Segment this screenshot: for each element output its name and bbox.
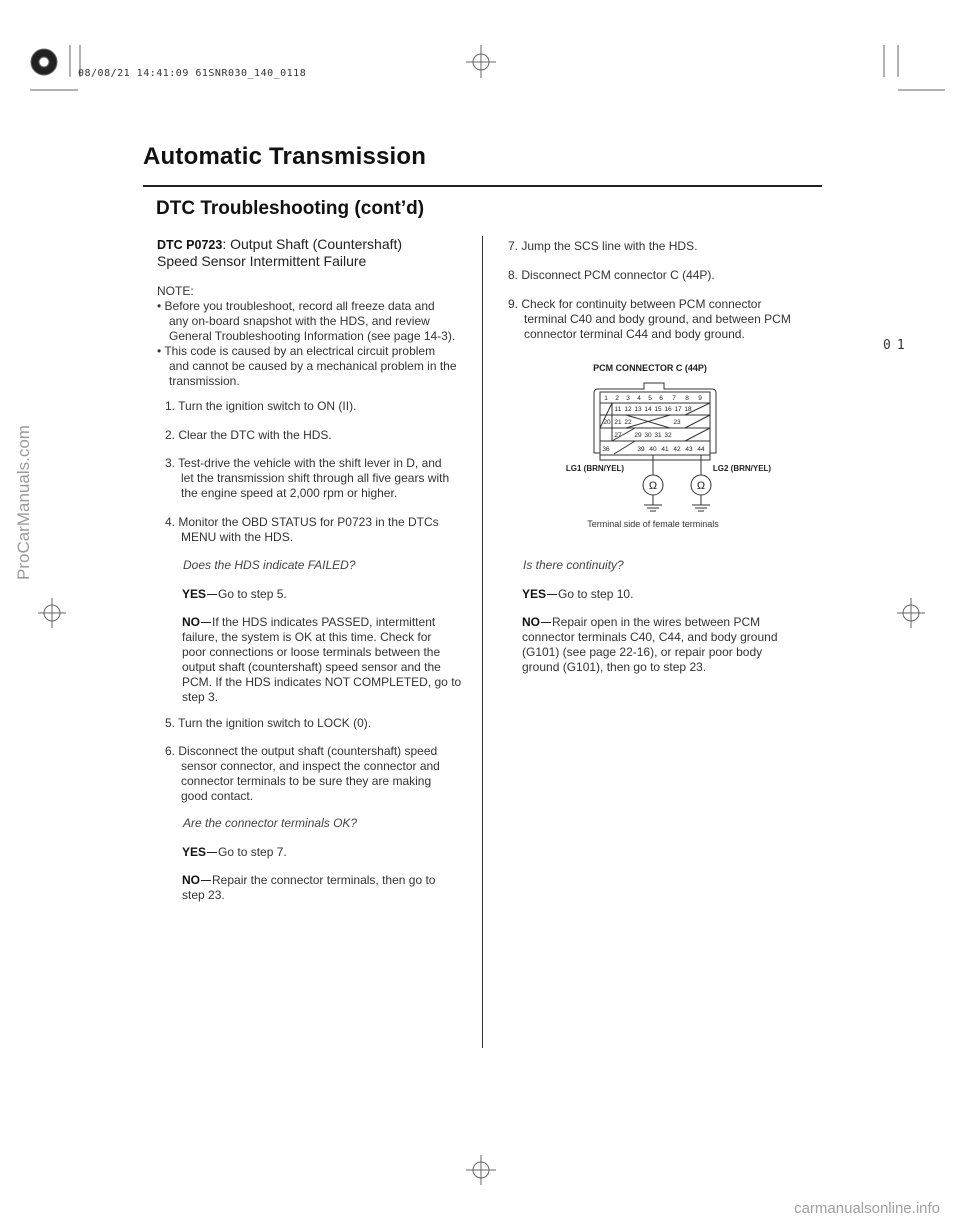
step-5-text: Turn the ignition switch to LOCK (0). [178,716,372,730]
q1-yes [182,587,287,602]
section-title: DTC Troubleshooting (cont’d) [156,198,425,219]
no-line4: ground (G101), then go to step 23. [522,660,707,674]
terminal-16: 16 [664,406,672,413]
no-line4: output shaft (countershaft) speed sensor and the [182,660,441,674]
no-line1: If the HDS indicates PASSED, intermittent [212,615,436,629]
yes-text: Go to step 7. [218,845,287,859]
dtc-heading [157,236,402,269]
no-line3: (G101) (see page 22-16), or repair poor body [522,645,763,659]
no-label: NO [182,873,200,887]
note-2 [157,344,477,389]
terminal-2: 2 [615,395,619,402]
q3-yes [522,587,633,602]
step-6 [165,744,475,804]
terminal-14: 14 [644,406,652,413]
step-5-num: 5. [165,716,176,730]
step-6-num: 6. [165,744,176,758]
step-4 [165,515,475,545]
step-3 [165,456,475,501]
no-line2: step 23. [182,888,225,902]
terminal-32: 32 [664,432,672,439]
step-8 [508,268,715,283]
terminal-41: 41 [661,446,669,453]
no-label: NO [522,615,540,629]
terminal-23: 23 [673,419,681,426]
no-line2: connector terminals C40, C44, and body ground [522,630,778,644]
note-2-line1: • This code is caused by an electrical circuit problem [157,344,436,358]
dtc-desc-line1: : Output Shaft (Countershaft) [222,236,403,252]
step-1-num: 1. [165,399,176,413]
no-label: NO [182,615,200,629]
terminal-40: 40 [649,446,657,453]
question-1: Does the HDS indicate FAILED? [183,558,356,572]
page-title: Automatic Transmission [143,143,427,170]
yes-text: Go to step 10. [558,587,634,601]
step-9-line3: connector terminal C44 and body ground. [524,327,745,341]
no-line3: poor connections or loose terminals between the [182,645,441,659]
note-2-line2: and cannot be caused by a mechanical problem in the [169,359,457,373]
label-lg2: LG2 (BRN/YEL) [712,464,772,473]
no-line5: PCM. If the HDS indicates NOT COMPLETED, go to [182,675,462,689]
dash [201,622,211,623]
terminal-20: 20 [603,419,611,426]
step-7-text: Jump the SCS line with the HDS. [521,239,698,253]
terminal-18: 18 [684,406,692,413]
q3-no [522,615,822,675]
terminal-21: 21 [614,419,622,426]
terminal-42: 42 [673,446,681,453]
step-3-line1: Test-drive the vehicle with the shift lever in D, and [178,456,442,470]
terminal-13: 13 [634,406,642,413]
svg-text:Ω: Ω [648,480,658,492]
dash [207,594,217,595]
no-line6: step 3. [182,690,219,704]
step-4-num: 4. [165,515,176,529]
yes-label: YES [182,845,207,859]
note-2-line3: transmission. [169,374,240,388]
label-lg1: LG1 (BRN/YEL) [565,464,625,473]
diagram-title: PCM CONNECTOR C (44P) [593,363,707,373]
step-8-num: 8. [508,268,519,282]
no-line2: failure, the system is OK at this time. Check for [182,630,432,644]
step-2 [165,428,332,443]
step-6-line4: good contact. [181,789,254,803]
q2-yes [182,845,287,860]
step-4-line1: Monitor the OBD STATUS for P0723 in the DTCs [178,515,439,529]
terminal-1: 1 [604,395,608,402]
q2-no [182,873,477,903]
column-divider [482,236,483,1048]
terminal-29: 29 [634,432,642,439]
step-5 [165,716,371,731]
terminal-12: 12 [624,406,632,413]
step-2-text: Clear the DTC with the HDS. [178,428,332,442]
yes-label: YES [182,587,207,601]
terminal-44: 44 [697,446,705,453]
dtc-desc-line2: Speed Sensor Intermittent Failure [157,253,367,269]
watermark-footer[interactable]: carmanualsonline.info [794,1200,940,1217]
step-1-text: Turn the ignition switch to ON (II). [178,399,357,413]
terminal-numbers [602,395,705,453]
diagram-caption: Terminal side of female terminals [587,519,719,529]
step-8-text: Disconnect PCM connector C (44P). [521,268,715,282]
terminal-39: 39 [637,446,645,453]
step-7 [508,239,697,254]
step-9-num: 9. [508,297,519,311]
note-block [157,284,477,389]
step-1 [165,399,356,414]
terminal-3: 3 [626,395,630,402]
terminal-27: 27 [614,432,622,439]
step-3-line2: let the transmission shift through all five gears with [181,471,450,485]
note-1-line2: any on-board snapshot with the HDS, and review [169,314,430,328]
step-6-line1: Disconnect the output shaft (countershaft) speed [178,744,438,758]
step-3-line3: the engine speed at 2,000 rpm or higher. [181,486,398,500]
note-1-line3: General Troubleshooting Information (see page 14-3). [169,329,456,343]
terminal-31: 31 [654,432,662,439]
terminal-11: 11 [614,406,622,413]
svg-text:Ω: Ω [696,480,706,492]
step-2-num: 2. [165,428,176,442]
dash [547,594,557,595]
terminal-43: 43 [685,446,693,453]
step-7-num: 7. [508,239,519,253]
step-6-line2: sensor connector, and inspect the connector and [181,759,440,773]
step-9-line2: terminal C40 and body ground, and between PCM [524,312,791,326]
terminal-30: 30 [644,432,652,439]
terminal-4: 4 [637,395,641,402]
yes-label: YES [522,587,547,601]
terminal-7: 7 [672,395,676,402]
terminal-22: 22 [624,419,632,426]
note-1 [157,299,477,344]
pcm-connector-diagram [540,358,800,533]
no-line1: Repair the connector terminals, then go to [212,873,436,887]
dash [207,852,217,853]
terminal-15: 15 [654,406,662,413]
dash [201,880,211,881]
dash [541,622,551,623]
terminal-9: 9 [698,395,702,402]
terminal-36: 36 [602,446,610,453]
step-6-line3: connector terminals to be sure they are making [181,774,432,788]
step-3-num: 3. [165,456,176,470]
note-1-line1: • Before you troubleshoot, record all freeze data and [157,299,435,313]
terminal-5: 5 [648,395,652,402]
step-9-line1: Check for continuity between PCM connector [521,297,762,311]
terminal-6: 6 [659,395,663,402]
step-4-line2: MENU with the HDS. [181,530,294,544]
step-9 [508,297,818,342]
terminal-8: 8 [685,395,689,402]
question-3: Is there continuity? [523,558,624,572]
q1-no [182,615,477,705]
question-2: Are the connector terminals OK? [183,816,358,830]
page-mark: 01 [883,338,911,353]
no-line1: Repair open in the wires between PCM [552,615,761,629]
note-label: NOTE: [157,284,194,298]
yes-text: Go to step 5. [218,587,287,601]
print-stamp: 08/08/21 14:41:09 61SNR030_140_0118 [78,68,307,79]
terminal-17: 17 [674,406,682,413]
title-rule [143,185,822,187]
dtc-code: DTC P0723 [157,238,223,252]
watermark-side[interactable]: ProCarManuals.com [14,425,33,580]
